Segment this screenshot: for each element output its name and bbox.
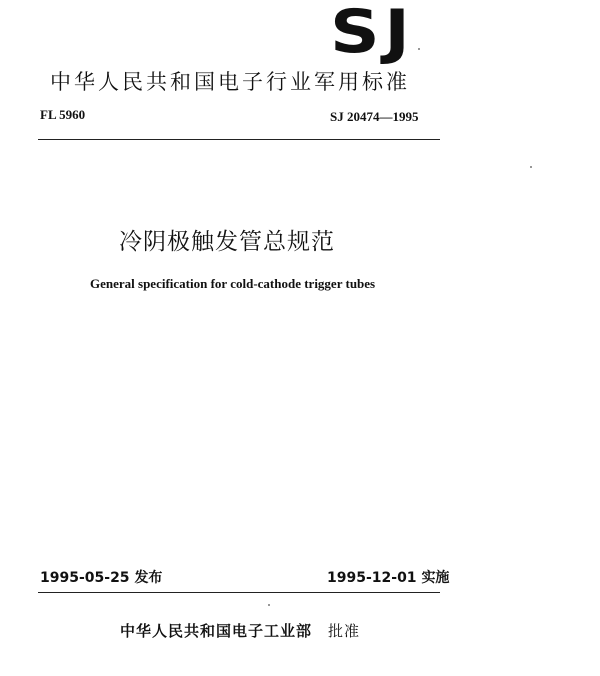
classification-code: FL 5960: [40, 107, 86, 122]
issue-label: 发布: [134, 570, 163, 586]
approver-label: 批准: [328, 622, 361, 640]
scan-speck: [268, 604, 270, 606]
effective-label: 实施: [421, 570, 450, 586]
issue-date-line: [40, 567, 162, 587]
standard-number: SJ 20474—1995: [330, 109, 419, 124]
sj-logo: SJ: [330, 0, 415, 67]
approver-line: [120, 620, 360, 641]
title-english: General specification for cold-cathode trigger tubes: [90, 276, 376, 291]
header-title: 中华人民共和国电子行业军用标准: [50, 70, 410, 94]
approver-name: 中华人民共和国电子工业部: [120, 622, 313, 640]
bottom-divider: [38, 592, 440, 593]
scan-speck: [530, 166, 532, 168]
scan-speck: [418, 48, 420, 50]
title-chinese: 冷阴极触发管总规范: [119, 229, 335, 255]
top-divider: [38, 139, 440, 140]
effective-date: 1995-12-01: [327, 570, 417, 586]
issue-date: 1995-05-25: [40, 570, 130, 586]
effective-date-line: [327, 567, 449, 587]
